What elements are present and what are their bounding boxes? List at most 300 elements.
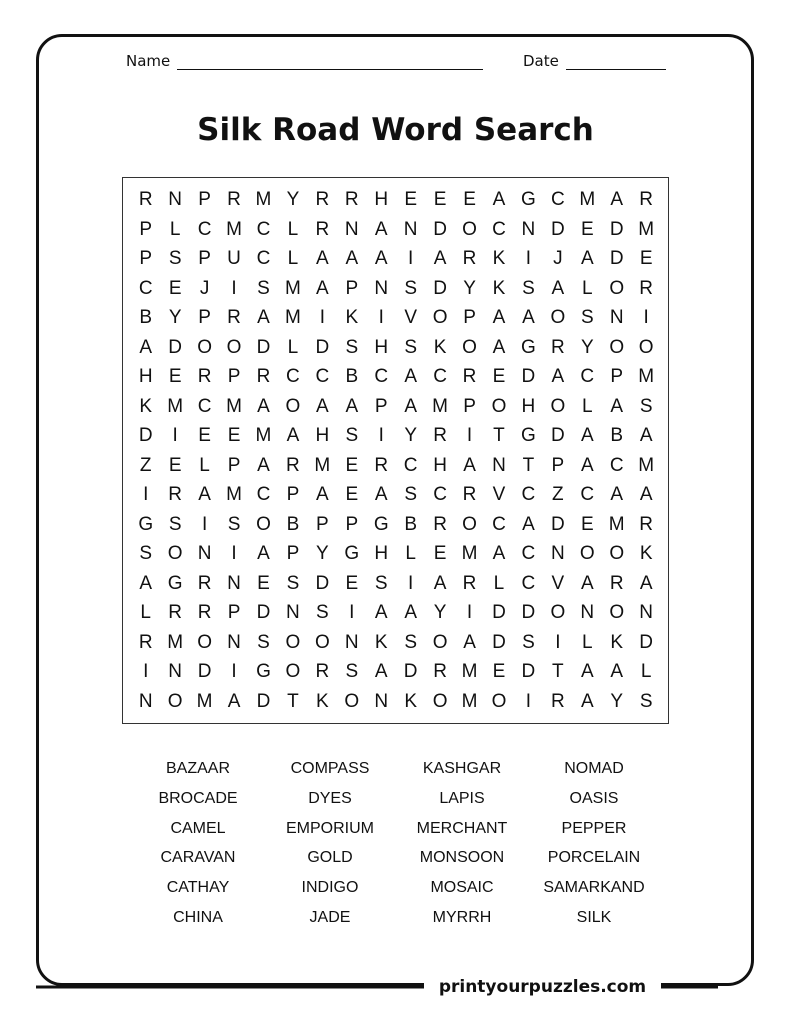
grid-letter[interactable]: O [638,336,654,358]
grid-letter[interactable]: A [345,395,359,417]
grid-letter[interactable]: C [403,454,418,476]
grid-letter[interactable]: U [227,248,241,269]
grid-letter[interactable]: H [138,366,153,387]
grid-letter[interactable]: O [550,307,566,328]
grid-letter[interactable]: C [197,395,212,417]
grid-letter[interactable]: I [143,484,149,505]
grid-letter[interactable]: N [609,307,624,328]
grid-letter[interactable]: C [286,366,300,387]
grid-letter[interactable]: S [257,631,270,653]
grid-letter[interactable]: I [555,631,561,653]
grid-letter[interactable]: P [198,248,211,269]
grid-letter[interactable]: I [408,572,414,594]
grid-letter[interactable]: A [139,336,153,358]
grid-letter[interactable]: M [608,513,625,535]
grid-letter[interactable]: R [168,484,183,505]
grid-letter[interactable]: A [610,661,624,682]
grid-letter[interactable]: O [167,543,183,564]
grid-letter[interactable]: K [639,543,653,564]
grid-letter[interactable]: I [319,307,325,328]
grid-letter[interactable]: R [639,277,654,299]
grid-letter[interactable]: D [138,425,153,446]
grid-letter[interactable]: A [316,248,329,269]
grid-letter[interactable]: M [226,395,242,417]
grid-letter[interactable]: C [550,189,565,210]
grid-letter[interactable]: P [463,395,476,417]
grid-letter[interactable]: O [609,336,625,358]
grid-letter[interactable]: V [492,484,506,505]
grid-letter[interactable]: I [201,513,208,535]
grid-letter[interactable]: I [231,543,237,564]
grid-letter[interactable]: N [403,218,418,240]
grid-letter[interactable]: C [138,277,153,299]
grid-letter[interactable]: O [550,395,566,417]
grid-letter[interactable]: L [581,395,593,417]
grid-letter[interactable]: G [138,513,154,535]
grid-letter[interactable]: I [378,425,384,446]
grid-letter[interactable]: D [315,336,330,358]
grid-letter[interactable]: A [316,484,329,505]
grid-letter[interactable]: R [227,307,241,328]
grid-letter[interactable]: R [550,690,565,712]
grid-letter[interactable]: O [432,631,448,653]
grid-letter[interactable]: C [197,218,212,240]
grid-letter[interactable]: A [374,484,388,505]
grid-letter[interactable]: P [227,454,241,476]
grid-letter[interactable]: R [315,661,330,682]
grid-letter[interactable]: I [525,690,532,712]
grid-letter[interactable]: O [609,277,625,299]
grid-letter[interactable]: P [139,248,153,269]
grid-letter[interactable]: I [349,602,355,623]
grid-letter[interactable]: O [285,631,301,653]
grid-letter[interactable]: A [492,307,506,328]
grid-letter[interactable]: R [168,602,183,623]
grid-letter[interactable]: A [580,248,594,269]
grid-letter[interactable]: M [432,395,448,417]
grid-letter[interactable]: E [345,484,359,505]
grid-letter[interactable]: A [580,661,594,682]
grid-letter[interactable]: P [374,395,388,417]
grid-letter[interactable]: M [167,631,184,653]
grid-letter[interactable]: R [315,189,330,210]
grid-letter[interactable]: L [199,454,210,476]
grid-letter[interactable]: S [227,513,241,535]
grid-letter[interactable]: O [256,513,271,535]
grid-letter[interactable]: R [374,454,389,476]
grid-letter[interactable]: B [345,366,359,387]
grid-letter[interactable]: N [550,543,565,564]
grid-letter[interactable]: H [521,395,536,417]
grid-letter[interactable]: M [284,307,301,328]
grid-letter[interactable]: O [197,631,212,653]
grid-letter[interactable]: D [521,661,536,682]
grid-letter[interactable]: E [345,454,359,476]
grid-letter[interactable]: D [168,336,183,358]
grid-letter[interactable]: A [610,484,624,505]
grid-letter[interactable]: D [433,218,447,240]
grid-letter[interactable]: C [256,484,271,505]
grid-letter[interactable]: L [287,218,299,240]
grid-letter[interactable]: C [256,218,271,240]
grid-letter[interactable]: A [551,277,565,299]
grid-letter[interactable]: M [255,425,272,446]
grid-letter[interactable]: A [639,572,653,594]
grid-letter[interactable]: A [580,454,594,476]
grid-letter[interactable]: I [143,661,149,682]
grid-letter[interactable]: R [433,513,447,535]
date-line[interactable] [566,57,666,70]
grid-letter[interactable]: R [462,572,477,594]
grid-letter[interactable]: A [316,277,329,299]
grid-letter[interactable]: N [168,189,183,210]
grid-letter[interactable]: E [580,218,594,240]
grid-letter[interactable]: E [227,425,241,446]
grid-letter[interactable]: M [638,366,655,387]
grid-letter[interactable]: D [492,602,506,623]
grid-letter[interactable]: A [139,572,153,594]
grid-letter[interactable]: B [404,513,417,535]
grid-letter[interactable]: L [287,336,299,358]
grid-letter[interactable]: Y [404,425,417,446]
grid-letter[interactable]: N [168,661,183,682]
grid-letter[interactable]: D [403,661,418,682]
grid-letter[interactable]: J [199,277,210,299]
grid-letter[interactable]: I [172,425,178,446]
grid-letter[interactable]: Y [580,336,594,358]
grid-letter[interactable]: R [344,189,359,210]
grid-letter[interactable]: Y [433,602,447,623]
grid-letter[interactable]: B [610,425,624,446]
grid-letter[interactable]: A [610,189,624,210]
grid-letter[interactable]: P [610,366,624,387]
grid-letter[interactable]: N [227,572,241,594]
grid-letter[interactable]: R [315,218,330,240]
grid-letter[interactable]: G [521,189,536,210]
grid-letter[interactable]: A [198,484,211,505]
grid-letter[interactable]: I [466,602,473,623]
grid-letter[interactable]: K [492,248,506,269]
grid-letter[interactable]: B [139,307,153,328]
grid-letter[interactable]: K [433,336,447,358]
grid-letter[interactable]: M [284,277,301,299]
footer-site[interactable]: printyourpuzzles.com [424,975,661,999]
grid-letter[interactable]: S [639,395,653,417]
grid-letter[interactable]: G [521,425,536,446]
grid-letter[interactable]: H [315,425,330,446]
grid-letter[interactable]: K [610,631,624,653]
grid-letter[interactable]: A [345,248,359,269]
grid-letter[interactable]: D [639,631,654,653]
grid-letter[interactable]: D [315,572,330,594]
grid-letter[interactable]: D [609,248,624,269]
grid-letter[interactable]: O [550,602,566,623]
grid-letter[interactable]: D [550,513,565,535]
grid-letter[interactable]: O [462,218,477,240]
grid-letter[interactable]: L [581,631,593,653]
grid-letter[interactable]: S [374,572,388,594]
grid-letter[interactable]: S [522,277,535,299]
grid-letter[interactable]: O [314,631,330,653]
grid-letter[interactable]: A [580,690,594,712]
grid-letter[interactable]: S [139,543,153,564]
grid-letter[interactable]: S [404,631,417,653]
name-line[interactable] [177,57,483,70]
grid-letter[interactable]: A [286,425,300,446]
grid-letter[interactable]: J [553,248,563,269]
grid-letter[interactable]: O [285,395,301,417]
grid-letter[interactable]: P [463,307,476,328]
grid-letter[interactable]: C [492,218,506,240]
grid-letter[interactable]: A [639,425,653,446]
grid-letter[interactable]: E [492,366,506,387]
grid-letter[interactable]: I [408,248,414,269]
grid-letter[interactable]: T [493,425,505,446]
grid-letter[interactable]: E [463,189,476,210]
grid-letter[interactable]: E [168,277,182,299]
grid-letter[interactable]: A [492,336,506,358]
grid-letter[interactable]: R [462,248,477,269]
grid-letter[interactable]: I [378,307,384,328]
grid-letter[interactable]: A [257,395,270,417]
grid-letter[interactable]: K [139,395,153,417]
grid-letter[interactable]: G [256,661,271,682]
grid-letter[interactable]: R [462,484,477,505]
grid-letter[interactable]: S [522,631,535,653]
grid-letter[interactable]: A [257,454,270,476]
grid-letter[interactable]: O [462,513,477,535]
grid-letter[interactable]: E [168,454,182,476]
grid-letter[interactable]: O [579,543,595,564]
grid-letter[interactable]: N [197,543,212,564]
grid-letter[interactable]: E [257,572,270,594]
grid-letter[interactable]: I [525,248,532,269]
grid-letter[interactable]: K [345,307,359,328]
grid-letter[interactable]: P [198,307,211,328]
grid-letter[interactable]: C [521,572,536,594]
grid-letter[interactable]: R [609,572,624,594]
grid-letter[interactable]: D [197,661,212,682]
grid-letter[interactable]: M [461,690,478,712]
grid-letter[interactable]: C [521,543,536,564]
grid-letter[interactable]: C [580,366,595,387]
grid-letter[interactable]: O [491,395,507,417]
grid-letter[interactable]: R [462,366,477,387]
grid-letter[interactable]: S [168,513,182,535]
grid-letter[interactable]: R [138,189,153,210]
grid-letter[interactable]: E [639,248,653,269]
grid-letter[interactable]: M [461,661,478,682]
grid-letter[interactable]: A [227,690,241,712]
grid-letter[interactable]: A [580,425,594,446]
grid-letter[interactable]: L [493,572,505,594]
grid-letter[interactable]: E [433,543,447,564]
grid-letter[interactable]: C [374,366,389,387]
grid-letter[interactable]: R [197,572,212,594]
grid-letter[interactable]: A [551,366,565,387]
grid-letter[interactable]: M [314,454,331,476]
grid-letter[interactable]: N [344,218,359,240]
grid-letter[interactable]: S [345,336,359,358]
grid-letter[interactable]: N [374,277,389,299]
grid-letter[interactable]: C [433,366,447,387]
grid-letter[interactable]: G [373,513,389,535]
grid-letter[interactable]: S [639,690,653,712]
grid-letter[interactable]: P [139,218,153,240]
grid-letter[interactable]: R [197,366,212,387]
grid-letter[interactable]: R [433,425,447,446]
grid-letter[interactable]: N [286,602,300,623]
grid-letter[interactable]: L [287,248,299,269]
grid-letter[interactable]: E [433,189,447,210]
grid-letter[interactable]: S [404,336,417,358]
grid-letter[interactable]: E [198,425,211,446]
grid-letter[interactable]: A [522,307,535,328]
grid-letter[interactable]: A [433,572,447,594]
grid-letter[interactable]: D [433,277,447,299]
grid-letter[interactable]: N [227,631,241,653]
grid-letter[interactable]: N [374,690,389,712]
grid-letter[interactable]: S [404,484,417,505]
grid-letter[interactable]: O [462,336,477,358]
grid-letter[interactable]: L [169,218,181,240]
grid-letter[interactable]: O [197,336,212,358]
grid-letter[interactable]: I [466,425,473,446]
grid-letter[interactable]: I [643,307,649,328]
grid-letter[interactable]: R [639,189,654,210]
grid-letter[interactable]: A [639,484,653,505]
grid-letter[interactable]: S [316,602,329,623]
grid-letter[interactable]: D [256,336,271,358]
grid-letter[interactable]: A [374,602,388,623]
grid-letter[interactable]: A [492,189,506,210]
grid-letter[interactable]: P [551,454,565,476]
grid-letter[interactable]: K [404,690,417,712]
grid-letter[interactable]: P [345,513,359,535]
grid-letter[interactable]: A [463,454,476,476]
grid-letter[interactable]: R [639,513,654,535]
grid-letter[interactable]: E [580,513,594,535]
grid-letter[interactable]: S [580,307,594,328]
grid-letter[interactable]: R [433,661,447,682]
grid-letter[interactable]: P [198,189,211,210]
grid-letter[interactable]: D [256,602,271,623]
grid-letter[interactable]: T [522,454,535,476]
grid-letter[interactable]: V [551,572,565,594]
grid-letter[interactable]: P [286,484,300,505]
grid-letter[interactable]: N [344,631,359,653]
grid-letter[interactable]: A [492,543,506,564]
grid-letter[interactable]: C [256,248,271,269]
grid-letter[interactable]: P [345,277,359,299]
grid-letter[interactable]: O [344,690,360,712]
grid-letter[interactable]: E [168,366,182,387]
grid-letter[interactable]: Z [552,484,564,505]
grid-letter[interactable]: M [638,454,655,476]
grid-letter[interactable]: H [374,543,389,564]
grid-letter[interactable]: S [404,277,417,299]
grid-letter[interactable]: E [492,661,506,682]
grid-letter[interactable]: A [374,661,388,682]
grid-letter[interactable]: A [257,543,270,564]
grid-letter[interactable]: Y [610,690,624,712]
grid-letter[interactable]: Y [286,189,300,210]
grid-letter[interactable]: K [316,690,329,712]
grid-letter[interactable]: O [226,336,242,358]
grid-letter[interactable]: C [492,513,506,535]
grid-letter[interactable]: P [286,543,300,564]
grid-letter[interactable]: A [522,513,535,535]
grid-letter[interactable]: A [374,248,388,269]
grid-letter[interactable]: G [167,572,183,594]
grid-letter[interactable]: C [609,454,624,476]
grid-letter[interactable]: M [579,189,596,210]
grid-letter[interactable]: D [256,690,271,712]
grid-letter[interactable]: S [345,425,359,446]
grid-letter[interactable]: V [404,307,417,328]
grid-letter[interactable]: Y [463,277,476,299]
grid-letter[interactable]: E [345,572,359,594]
grid-letter[interactable]: A [463,631,476,653]
grid-letter[interactable]: Z [139,454,152,476]
grid-letter[interactable]: C [315,366,330,387]
grid-letter[interactable]: I [231,277,237,299]
grid-letter[interactable]: A [257,307,270,328]
grid-letter[interactable]: B [286,513,300,535]
grid-letter[interactable]: T [552,661,564,682]
grid-letter[interactable]: D [492,631,506,653]
grid-letter[interactable]: G [521,336,536,358]
grid-letter[interactable]: S [345,661,359,682]
grid-letter[interactable]: D [550,425,565,446]
grid-letter[interactable]: S [168,248,182,269]
grid-letter[interactable]: M [167,395,184,417]
grid-letter[interactable]: E [404,189,417,210]
grid-letter[interactable]: L [581,277,593,299]
grid-letter[interactable]: R [550,336,565,358]
grid-letter[interactable]: D [521,602,536,623]
grid-letter[interactable]: D [550,218,565,240]
grid-letter[interactable]: D [521,366,536,387]
grid-letter[interactable]: G [344,543,360,564]
grid-letter[interactable]: H [433,454,447,476]
grid-letter[interactable]: O [609,543,625,564]
grid-letter[interactable]: O [432,307,448,328]
grid-letter[interactable]: N [521,218,536,240]
grid-letter[interactable]: L [140,602,151,623]
grid-letter[interactable]: O [609,602,625,623]
grid-letter[interactable]: A [316,395,329,417]
grid-letter[interactable]: S [257,277,270,299]
grid-letter[interactable]: C [433,484,447,505]
grid-letter[interactable]: K [492,277,506,299]
grid-letter[interactable]: A [610,395,624,417]
grid-letter[interactable]: R [256,366,271,387]
grid-letter[interactable]: A [404,602,417,623]
grid-letter[interactable]: A [374,218,388,240]
grid-letter[interactable]: N [138,690,153,712]
grid-letter[interactable]: N [492,454,506,476]
grid-letter[interactable]: A [433,248,447,269]
grid-letter[interactable]: R [138,631,153,653]
grid-letter[interactable]: R [197,602,212,623]
grid-letter[interactable]: O [167,690,183,712]
grid-letter[interactable]: D [609,218,624,240]
grid-letter[interactable]: O [432,690,448,712]
grid-letter[interactable]: C [580,484,595,505]
grid-letter[interactable]: L [405,543,416,564]
grid-letter[interactable]: R [286,454,300,476]
